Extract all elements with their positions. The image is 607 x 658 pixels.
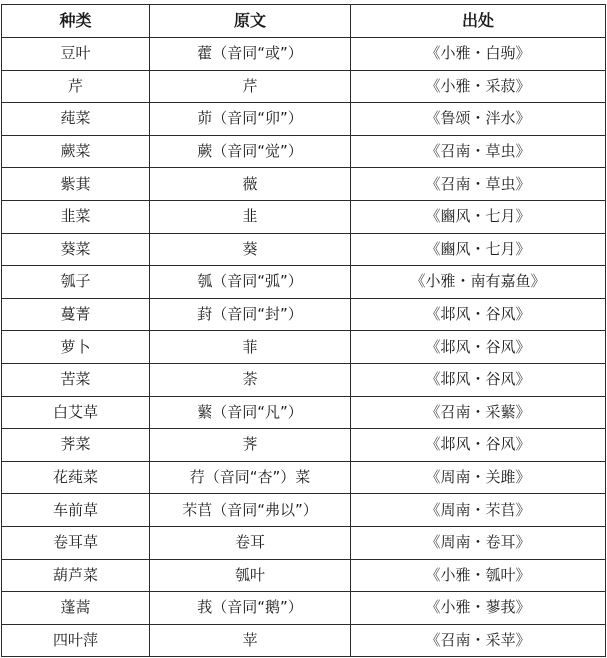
table-row: [2, 331, 606, 364]
table-row: [2, 592, 606, 625]
cell-type: 荠菜: [2, 429, 150, 462]
cell-source: 《鲁颂・泮水》: [351, 103, 606, 136]
table-row: [2, 168, 606, 201]
cell-source: 《邶风・谷风》: [351, 429, 606, 462]
column-header-original-text: 原文: [150, 5, 351, 38]
cell-type: 莼菜: [2, 103, 150, 136]
cell-type: 葵菜: [2, 233, 150, 266]
table-row: [2, 461, 606, 494]
cell-original-text: 菲: [150, 331, 351, 364]
cell-original-text: 茆（音同“卯”）: [150, 103, 351, 136]
header-row: [2, 5, 606, 38]
cell-original-text: 瓠（音同“弧”）: [150, 266, 351, 299]
cell-source: 《豳风・七月》: [351, 200, 606, 233]
table-body: [2, 38, 606, 657]
cell-source: 《周南・卷耳》: [351, 526, 606, 559]
cell-type: 苦菜: [2, 363, 150, 396]
cell-original-text: 荼: [150, 363, 351, 396]
cell-type: 葫芦菜: [2, 559, 150, 592]
cell-original-text: 芹: [150, 70, 351, 103]
cell-original-text: 蕨（音同“觉”）: [150, 135, 351, 168]
cell-source: 《召南・草虫》: [351, 168, 606, 201]
cell-original-text: 苹: [150, 624, 351, 657]
cell-source: 《小雅・瓠叶》: [351, 559, 606, 592]
table-row: [2, 624, 606, 657]
cell-original-text: 藿（音同“或”）: [150, 38, 351, 71]
table-row: [2, 266, 606, 299]
cell-type: 芹: [2, 70, 150, 103]
cell-source: 《邶风・谷风》: [351, 331, 606, 364]
table-row: [2, 38, 606, 71]
column-header-source: 出处: [351, 5, 606, 38]
cell-type: 蕨菜: [2, 135, 150, 168]
cell-source: 《小雅・白驹》: [351, 38, 606, 71]
table-row: [2, 526, 606, 559]
cell-source: 《豳风・七月》: [351, 233, 606, 266]
table-row: [2, 429, 606, 462]
cell-source: 《周南・关雎》: [351, 461, 606, 494]
cell-source: 《周南・芣苢》: [351, 494, 606, 527]
cell-source: 《召南・采苹》: [351, 624, 606, 657]
table-row: [2, 233, 606, 266]
table-row: [2, 559, 606, 592]
cell-type: 韭菜: [2, 200, 150, 233]
table-row: [2, 200, 606, 233]
table-row: [2, 135, 606, 168]
cell-original-text: 葑（音同“封”）: [150, 298, 351, 331]
cell-type: 紫萁: [2, 168, 150, 201]
cell-source: 《小雅・蓼莪》: [351, 592, 606, 625]
cell-original-text: 蘩（音同“凡”）: [150, 396, 351, 429]
cell-type: 蔓菁: [2, 298, 150, 331]
table-row: [2, 103, 606, 136]
cell-original-text: 瓠叶: [150, 559, 351, 592]
vegetables-table: [1, 4, 606, 657]
cell-type: 萝卜: [2, 331, 150, 364]
cell-type: 车前草: [2, 494, 150, 527]
cell-type: 瓠子: [2, 266, 150, 299]
cell-original-text: 卷耳: [150, 526, 351, 559]
table-row: [2, 70, 606, 103]
cell-original-text: 芣苢（音同“弗以”）: [150, 494, 351, 527]
cell-type: 四叶萍: [2, 624, 150, 657]
cell-source: 《小雅・南有嘉鱼》: [351, 266, 606, 299]
table-row: [2, 494, 606, 527]
cell-original-text: 葵: [150, 233, 351, 266]
column-header-type: 种类: [2, 5, 150, 38]
table-row: [2, 363, 606, 396]
cell-type: 白艾草: [2, 396, 150, 429]
cell-original-text: 莪（音同“鹅”）: [150, 592, 351, 625]
cell-type: 蓬蒿: [2, 592, 150, 625]
table-row: [2, 396, 606, 429]
table-header: [2, 5, 606, 38]
cell-type: 卷耳草: [2, 526, 150, 559]
cell-source: 《邶风・谷风》: [351, 298, 606, 331]
cell-source: 《召南・采蘩》: [351, 396, 606, 429]
cell-source: 《召南・草虫》: [351, 135, 606, 168]
cell-type: 花莼菜: [2, 461, 150, 494]
cell-source: 《邶风・谷风》: [351, 363, 606, 396]
cell-type: 豆叶: [2, 38, 150, 71]
table-row: [2, 298, 606, 331]
cell-original-text: 薇: [150, 168, 351, 201]
cell-source: 《小雅・采菽》: [351, 70, 606, 103]
cell-original-text: 荇（音同“杏”）菜: [150, 461, 351, 494]
cell-original-text: 韭: [150, 200, 351, 233]
cell-original-text: 荠: [150, 429, 351, 462]
